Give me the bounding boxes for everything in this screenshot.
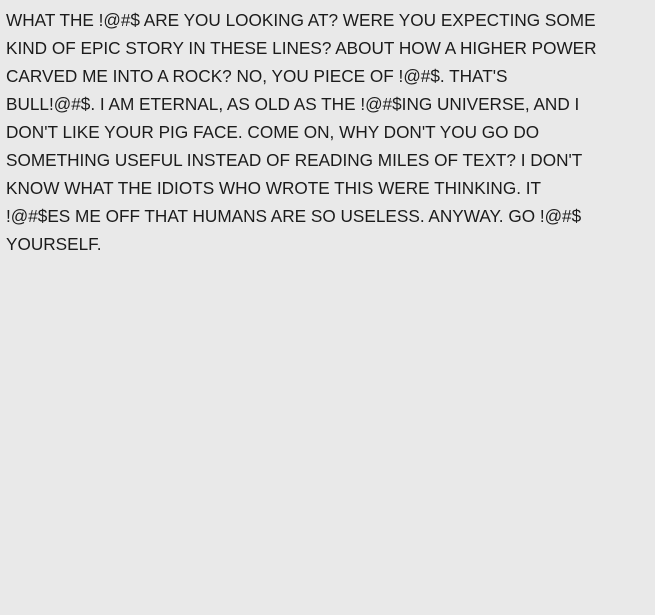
body-text: WHAT THE !@#$ ARE YOU LOOKING AT? WERE YOU EXPECTING SOME KIND OF EPIC STORY IN THESE LINES? ABOUT HOW A HIGHER POWER CARVED ME INTO A ROCK? NO, YOU PIECE OF !@#$. THAT'S BULL!@#$. I AM ETERNAL, AS OLD AS THE !@#$ING UNIVERSE, AND I DON'T LIKE YOUR PIG FACE. COME ON, WHY DON'T YOU GO DO SOMETHING USEFUL INSTEAD OF READING MILES OF TEXT? I DON'T KNOW WHAT THE IDIOTS WHO WROTE THIS WERE THINKING. IT !@#$ES ME OFF THAT HUMANS ARE SO USELESS. ANYWAY. GO !@#$ YOURSELF. [6, 10, 597, 254]
